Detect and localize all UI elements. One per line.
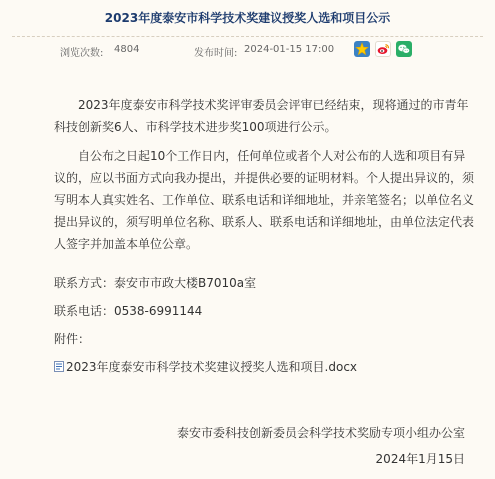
- title-divider: [12, 36, 483, 37]
- weibo-icon[interactable]: [375, 41, 391, 57]
- issuing-organization: 泰安市委科技创新委员会科学技术奖励专项小组办公室: [176, 426, 465, 440]
- body-paragraph-intro: 2023年度泰安市科学技术奖评审委员会评审已经结束，现将通过的市青年科技创新奖6人、市科学技术进步奖100项进行公示。: [54, 98, 469, 134]
- qzone-star-icon[interactable]: [354, 41, 370, 57]
- view-count-label: 浏览次数:: [60, 48, 104, 59]
- attachment-filename[interactable]: 2023年度泰安市科学技术奖建议授奖人选和项目.docx: [66, 360, 358, 374]
- publish-date-value: 2024-01-15 17:00: [244, 44, 335, 55]
- page-title: 2023年度泰安市科学技术奖建议授奖人选和项目公示: [104, 11, 391, 25]
- view-count-value: 4804: [114, 44, 140, 55]
- document-file-icon: [54, 359, 64, 377]
- attachment-link[interactable]: [54, 358, 357, 377]
- publish-date-label: 发布时间:: [194, 48, 238, 59]
- issue-date: 2024年1月15日: [375, 452, 465, 466]
- body-paragraph-objection: 自公布之日起10个工作日内，任何单位或者个人对公布的人选和项目有异议的，应以书面方式向我办提出，并提供必要的证明材料。个人提出异议的，须写明本人真实姓名、工作单位、联系电话和详细地址，并亲笔签名；以单位名义提出异议的，须写明单位名称、联系人、联系电话和详细地址，由单位法定代表人签字并加盖本单位公章。: [54, 149, 475, 251]
- contact-phone: 联系电话：0538-6991144: [54, 304, 203, 318]
- article-meta-bar: [0, 40, 495, 64]
- attachment-label: 附件：: [54, 332, 91, 346]
- wechat-icon[interactable]: [396, 41, 412, 57]
- contact-address: 联系方式：泰安市市政大楼B7010a室: [54, 276, 257, 290]
